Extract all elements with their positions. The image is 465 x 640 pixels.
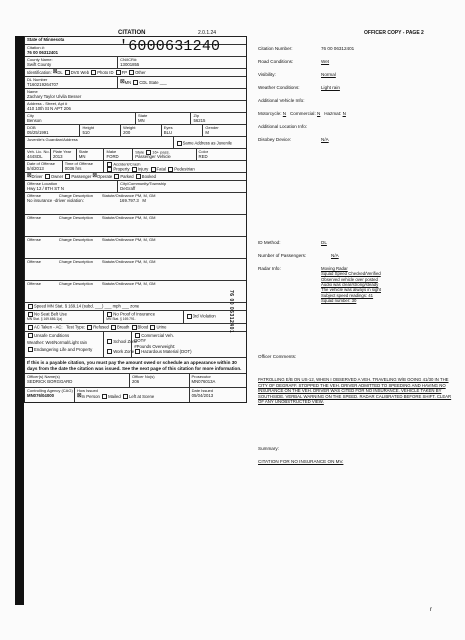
veh-lic-value: 444SDL — [27, 153, 43, 159]
offense-4-label: Offense — [27, 259, 41, 264]
role-owner: Owner — [50, 173, 64, 179]
rp-commercial-label: Commercial: — [289, 111, 316, 116]
owner-checkbox[interactable] — [45, 174, 50, 179]
state-cell — [136, 113, 192, 124]
location-cell — [25, 181, 118, 192]
dl-label: DL Number — [27, 77, 48, 82]
officer-name-value: SEDRICK BORGGARD — [27, 378, 73, 384]
left-checkbox[interactable] — [123, 394, 128, 399]
rp-passengers-value: N/A — [331, 253, 339, 258]
offense-1-statute: 169.797.3 — [119, 197, 139, 203]
veh-state-label: State — [78, 149, 89, 154]
accident-injury: Injury — [137, 166, 149, 172]
veh-lic-label: Veh. Lic. No. — [27, 149, 50, 154]
rp-id-method-label: ID Method: — [258, 240, 281, 245]
city-cell — [25, 113, 136, 124]
name-label: Name — [27, 89, 38, 94]
issued-mailed: Mailed — [108, 393, 121, 399]
time-value: 0036 hrs — [64, 165, 82, 171]
cn-label: CN/ICR#: — [120, 57, 138, 62]
ident-label: Identification: — [27, 69, 52, 75]
third-violation-cell — [184, 311, 246, 323]
rp-hazmat-label: Hazmat: — [324, 111, 342, 116]
offense-3-cell — [25, 237, 223, 258]
name-value: Zachary Taylor Ulvila Besser — [27, 93, 82, 99]
style-label: Style — [135, 149, 145, 155]
accident-label: Accident/Crash — [113, 161, 141, 167]
state-label: State of Minnesota — [27, 37, 65, 42]
speed-row — [25, 303, 246, 310]
insurance-proof-cell — [104, 311, 183, 323]
zip-label: Zip — [193, 113, 200, 118]
work-label: Work Zone — [113, 348, 135, 354]
rp-vehicle-flags — [258, 111, 346, 116]
operate-check-mark[interactable]: ☒ — [92, 173, 98, 179]
officer-name-label: Officer(s) Name(s) — [27, 374, 60, 379]
same-address-cell — [174, 137, 246, 148]
work-checkbox[interactable] — [107, 349, 112, 354]
rp-summary-label: Summary: — [258, 446, 279, 451]
make-label: Make — [106, 149, 117, 154]
rp-summary-text: CITATION FOR NO INSURANCE ON MV. — [258, 459, 344, 464]
ac-label: AC Taken - AC: — [34, 324, 63, 330]
address-value: 410 10th St N APT 206 — [27, 105, 71, 111]
rp-passengers-label: Number of Passengers: — [258, 253, 307, 258]
weight-cell — [121, 125, 162, 136]
officer-no-cell — [130, 374, 189, 387]
time-label: Time of Offense — [64, 161, 93, 166]
offense-row-3 — [25, 237, 246, 259]
role-passenger: Passenger — [71, 173, 92, 179]
accident-property: Property — [113, 166, 130, 172]
location-value: Hwy 12 / 8TH ST N — [27, 185, 64, 191]
offense-row-4 — [25, 259, 246, 281]
other-checkbox[interactable] — [129, 70, 134, 75]
citation-number-label: Citation #: — [27, 45, 46, 50]
speed-checkbox[interactable] — [28, 304, 33, 309]
rp-weather-value: Light rain — [321, 85, 340, 90]
county-label: County Name: — [27, 57, 53, 62]
agency-label: Controlling Agency (CAG) — [27, 388, 73, 393]
driver-check-mark[interactable]: ☒ — [27, 173, 32, 179]
rp-weather-label: Weather Conditions: — [258, 85, 300, 90]
issued-label: How Issued — [77, 388, 98, 393]
offense-3-label: Offense — [27, 237, 41, 242]
endanger-checkbox[interactable] — [28, 347, 33, 352]
county-cell — [25, 57, 118, 68]
mn-check-mark[interactable]: ☒ — [120, 79, 125, 85]
black-margin-bar — [15, 36, 24, 605]
offense-3-statute-label: Statute/Ordinance — [101, 237, 135, 242]
style-value: Passenger Vehicle — [135, 154, 171, 160]
weather-label: Weather: Wet/Normal/Light rain — [27, 339, 88, 345]
breath-checkbox[interactable] — [111, 325, 116, 330]
offense-5-label: Offense — [27, 281, 41, 286]
offense-4-cell — [25, 259, 223, 280]
test-type-label: Test Type: — [66, 324, 86, 330]
same-address-checkbox[interactable] — [177, 141, 182, 146]
plate-year-label: Plate Year — [53, 149, 72, 154]
unsafe-checkbox[interactable] — [28, 333, 33, 338]
role-parked: Parked — [120, 173, 134, 179]
color-cell — [197, 149, 246, 160]
prosecutor-cell — [190, 374, 247, 387]
third-violation-checkbox[interactable] — [187, 314, 192, 319]
dob-value: 05/25/1991 — [27, 129, 49, 135]
offense-5-cell — [25, 281, 223, 302]
rp-motorcycle-label: Motorcycle: — [258, 111, 282, 116]
identification-row — [25, 69, 246, 76]
gender-value: M — [205, 129, 209, 135]
booked-checkbox[interactable] — [136, 174, 141, 179]
address-label: Address - Street, Apt # — [27, 101, 68, 106]
date-value: 5/4/2013 — [27, 165, 44, 171]
rp-radar-label: Radar Info: — [258, 266, 281, 271]
dl-state-cell — [118, 77, 246, 88]
rp-visibility-value: Normal — [321, 72, 336, 77]
rp-id-method-value: DL — [321, 240, 327, 245]
eyes-cell — [162, 125, 204, 136]
community-cell — [118, 181, 246, 192]
citation-number-value: 76 00 06312401 — [27, 49, 59, 55]
rp-comments-label: Officer Comments: — [258, 354, 297, 359]
accident-cell — [104, 161, 246, 172]
eyes-label: Eyes — [163, 125, 173, 130]
offense-4-statute-label: Statute/Ordinance — [101, 259, 135, 264]
role-row — [25, 173, 246, 180]
veh-lic-cell — [25, 149, 51, 160]
conditions-cell — [25, 332, 104, 357]
community-value: DeGraff — [120, 185, 136, 191]
county-value: Swift County — [27, 61, 52, 67]
passenger-checkbox[interactable] — [65, 174, 70, 179]
pedestrian-checkbox[interactable] — [168, 167, 173, 172]
offense-row-5 — [25, 281, 246, 303]
height-cell — [80, 125, 121, 136]
weight-value: 200 — [123, 129, 131, 135]
city-value: Benson — [27, 117, 42, 123]
test-urine: Urine — [156, 324, 167, 330]
offense-5-statute-label: Statute/Ordinance — [101, 281, 135, 286]
prosecutor-value: MN076013A — [191, 378, 216, 384]
speed-label: Speed MN Stat. § 169.14 (subd. ___) ___ mph ___ zone — [34, 303, 140, 309]
third-violation-label: 3rd Violation — [192, 313, 216, 319]
same-address-label: Same Address as Juvenile — [182, 140, 232, 146]
offense-5-pmgm-label: PM, M, GM — [135, 281, 156, 286]
rp-radar-list — [321, 266, 381, 304]
city-label: City — [27, 113, 34, 118]
weight-label: Weight — [123, 125, 136, 130]
unsafe-label: Unsafe Conditions — [34, 333, 70, 338]
rp-disobey-value: N/A — [321, 137, 329, 142]
rp-road-label: Road Conditions: — [258, 59, 294, 64]
plate-year-cell — [51, 149, 77, 160]
radar-line: Squad number: 30 — [321, 298, 357, 304]
rp-road-value: Wet — [321, 59, 330, 64]
officer-no-value: 206 — [132, 378, 140, 384]
urine-checkbox[interactable] — [150, 325, 155, 330]
dl-check-mark[interactable]: ☒ — [52, 69, 58, 75]
date-cell — [25, 161, 63, 172]
dot-label: DOT# — [134, 338, 146, 344]
accident-fatal: Fatal — [156, 166, 167, 172]
radar-line: Moving Radar — [321, 266, 348, 271]
gender-cell — [203, 125, 246, 136]
test-breath: Breath — [117, 324, 130, 330]
ident-other: Other — [135, 69, 146, 75]
cn-value: 13001855 — [120, 61, 140, 67]
offense-2-cell — [25, 215, 223, 236]
pass-label: 16+ pass. — [152, 149, 170, 155]
offense-1-level: M — [142, 197, 146, 203]
veh-state-value: MN — [78, 153, 86, 159]
name-cell — [25, 89, 246, 100]
height-label: Height — [82, 125, 95, 130]
make-cell — [104, 149, 133, 160]
radar-line: The vehicle was always in sight — [321, 287, 381, 293]
rp-hazmat-value: N — [342, 111, 346, 116]
style-cell — [133, 149, 196, 160]
offense-2-charge-label: Charge Description — [58, 215, 93, 220]
hazmat-checkbox[interactable] — [135, 349, 140, 354]
offense-4-pmgm-label: PM, M, GM — [135, 259, 156, 264]
radar-line: Observed vehicle over posted — [321, 276, 378, 282]
ident-photo: Photo ID — [97, 69, 114, 75]
guardian-label: Juvenile's Guardian/Address — [27, 137, 78, 142]
header-title: CITATION — [118, 30, 146, 36]
dl-state-mn: MN — [124, 79, 132, 85]
plate-year-value: 2013 — [53, 153, 63, 159]
property-checkbox[interactable] — [107, 167, 112, 172]
commercial-label: Commercial Veh. — [141, 333, 174, 338]
issued-left: Left at Scene — [128, 393, 155, 399]
rp-location-info-label: Additional Location Info: — [258, 124, 308, 129]
rp-visibility-label: Visibility: — [258, 72, 276, 77]
veh-state-cell — [77, 149, 105, 160]
vertical-citation-code: 76 00 06312401 — [228, 290, 234, 334]
offense-1-charge-label: Charge Description — [58, 193, 93, 198]
school-checkbox[interactable] — [107, 339, 112, 344]
community-label: City/Community/Township — [120, 181, 167, 186]
location-label: Offense Location — [27, 181, 58, 186]
rp-vehicle-info-label: Additional Vehicle Info: — [258, 98, 305, 103]
rp-citation-value: 76 00 06312401 — [321, 46, 355, 51]
dl-number-cell — [25, 77, 118, 88]
dvs-checkbox[interactable] — [65, 70, 70, 75]
agency-value: MN076/04000 — [27, 392, 54, 398]
offense-4-charge-label: Charge Description — [58, 259, 93, 264]
offense-row-2 — [25, 215, 246, 237]
header-copy-label: OFFICER COPY - PAGE 2 — [364, 30, 424, 36]
offense-2-pmgm-label: PM, M, GM — [135, 215, 156, 220]
payment-notice: If this is a payable citation, you must pay the amount owed or schedule an appearance within 30 days from the date the citation was issued. See the next page of this citation for more information. — [25, 358, 246, 374]
offense-3-charge-label: Charge Description — [58, 237, 93, 242]
eyes-value: BLU — [163, 129, 173, 135]
dl-value: T160219264707 — [27, 81, 59, 87]
offense-2-label: Offense — [27, 215, 41, 220]
date-issued-cell — [190, 388, 246, 402]
offense-3-pmgm-label: PM, M, GM — [135, 237, 156, 242]
fatal-checkbox[interactable] — [151, 167, 156, 172]
test-refused: Refused — [93, 324, 109, 330]
blood-checkbox[interactable] — [132, 325, 137, 330]
issued-in-person: In Person — [81, 393, 100, 399]
seatbelt-statute: MN Stat. § 169.686.1(a) — [27, 316, 63, 321]
header-version: 2.0.1.24 — [198, 30, 217, 36]
rp-disobey-label: Disobey Device: — [258, 137, 292, 142]
test-blood: Blood — [137, 324, 149, 330]
dob-label: DOB — [27, 125, 36, 130]
zones-cell — [104, 332, 138, 357]
refused-checkbox[interactable] — [87, 325, 92, 330]
ac-checkbox[interactable] — [28, 325, 33, 330]
dl-state-cdl: CDL — [139, 79, 148, 85]
citation-form — [24, 36, 247, 403]
citation-number-cell — [25, 45, 119, 56]
cdl-checkbox[interactable] — [133, 80, 138, 85]
date-issued-value: 05/04/2013 — [191, 392, 214, 398]
injury-checkbox[interactable] — [132, 167, 137, 172]
agency-cell — [25, 388, 75, 402]
offense-2-statute-label: Statute/Ordinance — [101, 215, 135, 220]
offense-1-statute-label: Statute/Ordinance — [101, 193, 135, 198]
state-field-label: State — [137, 113, 148, 118]
offense-5-charge-label: Charge Description — [58, 281, 93, 286]
ident-fp: FP — [121, 69, 127, 75]
dob-cell — [25, 125, 80, 136]
offense-1-label: Offense — [27, 193, 41, 198]
address-cell — [25, 101, 246, 112]
radar-line: Subject speed readings: 41 — [321, 292, 374, 298]
offense-1-pmgm-label: PM, M, GM — [135, 193, 156, 198]
fp-checkbox[interactable] — [116, 70, 121, 75]
school-label: School Zone — [113, 339, 138, 344]
corner-mark: r — [430, 607, 432, 613]
seatbelt-cell — [25, 311, 104, 323]
radar-line: Audio was clear/strong/steady — [321, 282, 379, 288]
role-driver: Driver — [31, 173, 43, 179]
state-value: MN — [137, 117, 145, 123]
issued-cell — [75, 388, 190, 402]
hazmat-label: Hazardous Material (DOT) — [141, 349, 192, 355]
gender-label: Gender — [205, 125, 219, 130]
dl-state-other: State ___ — [148, 79, 167, 85]
seatbelt-label: No Seat Belt Use — [34, 311, 67, 317]
make-value: FORD — [106, 153, 119, 159]
rp-citation-label: Citation Number: — [258, 46, 293, 51]
officer-no-label: Officer No(s) — [132, 374, 155, 379]
parked-checkbox[interactable] — [114, 174, 119, 179]
offense-1-description: No insurance -driver violation: — [27, 197, 84, 203]
zip-cell — [191, 113, 246, 124]
pounds-label: #Pounds Overweight: — [134, 343, 176, 349]
role-booked: Booked — [141, 173, 156, 179]
big-citation-number: '6000631240 — [119, 38, 221, 55]
photo-checkbox[interactable] — [91, 70, 96, 75]
rp-commercial-value: N — [317, 111, 321, 116]
cn-cell — [118, 57, 246, 68]
endanger-label: Endangering Life and Property — [34, 346, 93, 352]
ident-dl: DL — [57, 69, 63, 75]
role-operate: Operate — [97, 173, 113, 179]
offense-1-cell — [25, 193, 223, 214]
offense-row-1 — [25, 193, 246, 215]
accident-pedestrian: Pedestrian — [174, 166, 195, 172]
officer-name-cell — [25, 374, 130, 387]
rp-motorcycle-value: N — [282, 111, 287, 116]
time-cell — [63, 161, 105, 172]
in-person-check-mark[interactable]: ☒ — [77, 392, 82, 399]
date-issued-label: Date Issued — [191, 388, 213, 393]
color-value: RED — [198, 153, 208, 159]
guardian-cell — [25, 137, 174, 148]
date-label: Date of Offense — [27, 161, 55, 166]
height-value: 510 — [82, 129, 90, 135]
zip-value: 56215 — [193, 117, 206, 123]
mailed-checkbox[interactable] — [102, 394, 107, 399]
ac-row — [25, 324, 246, 331]
insurance-proof-label: No Proof of Insurance — [113, 311, 156, 317]
color-label: Color — [198, 149, 209, 154]
ident-dvs: DVS Web — [70, 69, 90, 75]
prosecutor-label: Prosecutor — [191, 374, 211, 379]
rp-comments-text: PATROLLING E/B ON US-12, WHEN I OBSERVED A VEH. TRAVELING W/B GOING 41/30 IN THE CITY OF DEGRAFF. STOPPED THE VEH. DRIVER ADMITTED TO SPEEDING AND HAVING NO INSURANCE ON THE VEH. DRIVER WAS CITED FOR NO INSURANCE. VEHICLE TAKEN BY SOUTHSIDE. VERBAL WARNING ON THE SPEED. RADAR CALIBRATED BEFORE SHIFT. CLEAR OF ANY UNOBSTRUCTED VIEW. — [258, 377, 452, 405]
insurance-proof-statute: MN Stat. § 169.791. — [106, 316, 136, 321]
radar-line: Squad Speed Checked/Verified — [321, 271, 381, 277]
